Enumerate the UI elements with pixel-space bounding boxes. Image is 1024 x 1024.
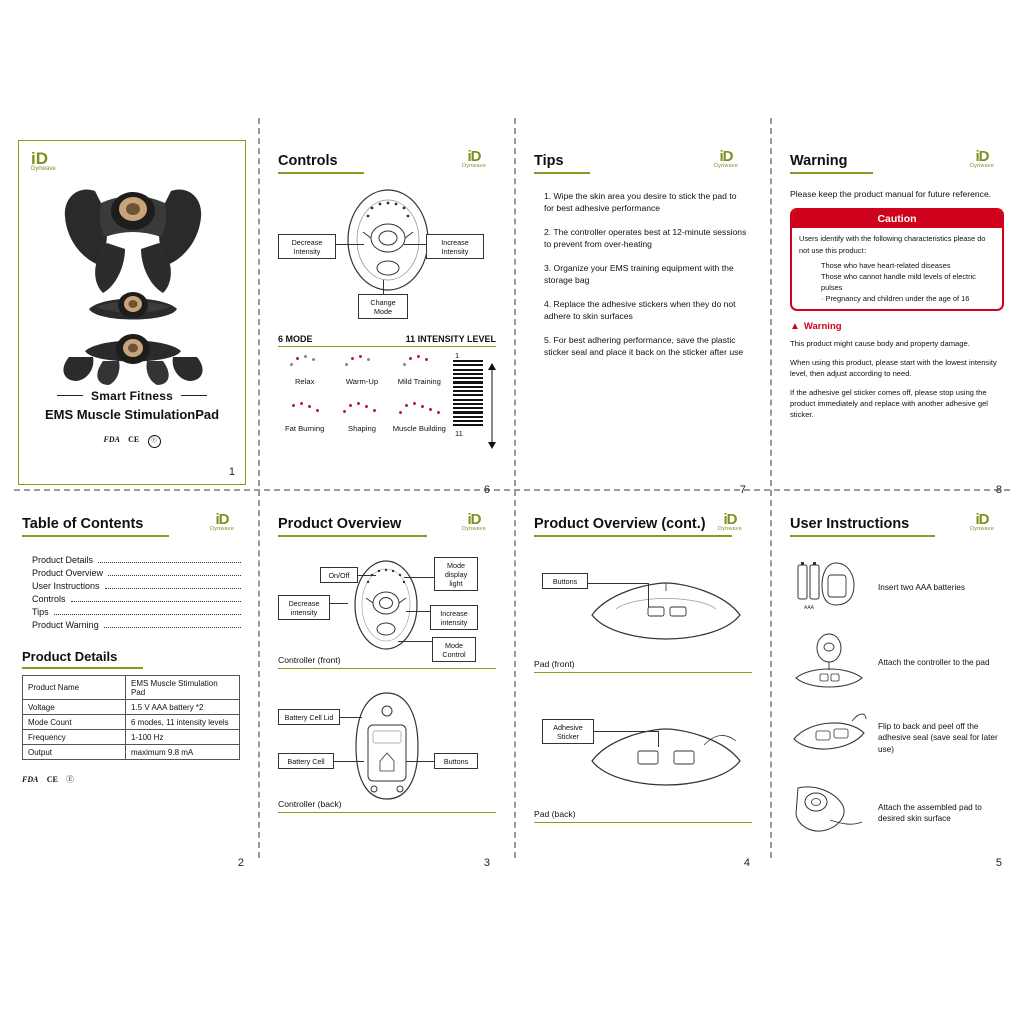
page-number: 5 [995,857,1002,869]
brand-logo [452,513,496,532]
caution-box [790,208,1004,311]
page-number: 7 [739,484,746,496]
page-controls [278,148,496,496]
svg-text:AAA: AAA [804,605,815,611]
tip-item: 2. The controller operates best at 12-minute sessions to prevent from over-heating [544,226,747,250]
toc-item-label: Controls [32,594,66,604]
cover-title [19,389,245,422]
mode-item [278,355,331,386]
fda-mark: FDA [22,775,39,784]
page-number: 4 [743,857,750,869]
warning-triangle-icon: ▲ [790,321,800,333]
ce-mark: CE [128,435,140,444]
page-cover [18,140,246,485]
mode-dots [393,402,446,424]
step-illustration-attach-to-skin [790,782,868,844]
instruction-step [790,632,1004,694]
caution-item: · Pregnancy and children under the age of 16 [821,294,970,303]
mode-item [335,402,388,433]
brand-name: Dynwave [461,526,487,532]
brand-mark: iD [719,148,733,165]
callout-increase-intensity: Increase Intensity [426,234,484,259]
leader-line [588,583,648,584]
brand-name: Dynwave [717,526,743,532]
caption-controller-back: Controller (back) [278,799,496,813]
brand-mark: iD [467,511,481,528]
mode-dots [335,355,388,377]
toc-item[interactable] [32,594,244,604]
warning-label: Warning [803,321,842,333]
callout-battery-cell-lid: Battery Cell Lid [278,709,340,725]
mode-item [335,355,388,386]
pad-front-illustration [586,581,746,643]
instruction-step [790,557,1004,619]
page-header [790,511,1004,541]
fda-mark: FDA [103,435,120,444]
page-number: 2 [237,857,244,869]
caution-item: Those who have heart-related diseases [821,260,951,270]
step-text: Flip to back and peel off the adhesive seal (save seal for later use) [878,721,998,754]
table-cell-value: 6 modes, 11 intensity levels [126,715,240,730]
brand-logo [31,151,56,172]
page-header [278,148,496,178]
page-tips [534,148,748,496]
step-text: Insert two AAA batteries [878,583,965,593]
step-text: Attach the controller to the pad [878,658,990,668]
mode-item [393,402,446,433]
page-title: Product Overview [278,516,427,537]
caution-item: Those who cannot handle mild levels of electric pulses [821,271,976,292]
step-illustration-attach-controller [790,632,868,694]
mode-item [278,402,331,433]
page-title: Table of Contents [22,516,169,537]
controller-back-diagram [278,691,496,819]
table-cell-key: Frequency [23,730,126,745]
caution-body [792,228,1002,309]
tip-item: 3. Organize your EMS training equipment with the storage bag [544,262,734,286]
brand-name: Dynwave [461,163,487,169]
warning-paragraph: If the adhesive gel sticker comes off, please stop using the product immediately and replace with another adhesive gel sticker. [790,388,988,420]
instruction-step [790,707,1004,769]
toc-certifications [22,774,244,785]
brand-logo [704,150,748,169]
table-cell-key: Mode Count [23,715,126,730]
leader-line [336,244,364,245]
table-row [23,715,240,730]
caution-intro: Users identify with the following characteristics please do not use this product： [799,234,986,255]
toc-dot-leader [104,627,241,628]
mode-dots [393,355,446,377]
step-illustration-batteries [790,557,868,619]
toc-dot-leader [105,588,241,589]
page-user-instructions [790,511,1004,869]
mode-item [393,355,446,386]
page-header [22,511,244,541]
callout-battery-cell: Battery Cell [278,753,334,769]
pad-back-illustration [586,727,746,789]
pad-back-diagram [534,705,752,831]
brand-mark: iD [467,148,481,165]
toc-dot-leader [98,562,241,563]
controller-diagram [278,182,496,332]
cut-line-vertical [514,118,516,858]
mode-dots [278,402,331,424]
callout-increase-intensity: Increase intensity [430,605,478,630]
intensity-arrow-icon [486,363,498,449]
callout-decrease-intensity: Decrease Intensity [278,234,336,259]
brand-logo [960,150,1004,169]
leader-line [330,603,348,604]
page-product-overview [278,511,496,869]
intensity-level-label: 11 INTENSITY LEVEL [405,334,496,344]
instruction-step [790,782,1004,844]
mode-list [278,355,446,433]
leader-line [658,731,659,747]
table-cell-value: EMS Muscle Stimulation Pad [126,676,240,700]
controller-back-illustration [352,691,422,803]
intensity-scale [453,351,497,438]
page-title: Tips [534,153,590,174]
cut-line-horizontal [14,489,1010,491]
tip-item: 5. For best adhering performance, save the plastic sticker seal and place it back on the sticker after use [544,334,744,358]
brand-name: Dynwave [713,163,739,169]
section-title-product-details: Product Details [22,649,143,669]
mode-dots [278,355,331,377]
toc-item-label: User Instructions [32,581,100,591]
tip-item: 4. Replace the adhesive stickers when they do not adhere to skin surfaces [544,298,736,322]
page-number: 6 [483,484,490,496]
toc-item[interactable] [32,607,244,617]
table-row [23,745,240,760]
leader-line [404,244,426,245]
warning-paragraph: This product might cause body and property damage. [790,339,970,349]
leader-line [398,641,432,642]
rohs-icon: Ⓔ [148,435,161,448]
callout-change-mode: Change Mode [358,294,408,319]
brand-name: Dynwave [969,163,995,169]
leader-line [406,761,434,762]
toc-dot-leader [108,575,241,576]
table-cell-key: Product Name [23,676,126,700]
warning-paragraph: When using this product, please start with the lowest intensity level, then adjust according to need. [790,358,997,379]
brand-mark: iD [31,149,48,168]
tips-list [534,190,748,359]
ce-mark: CE [46,775,58,784]
page-title: Product Overview (cont.) [534,516,732,537]
leader-line [334,761,364,762]
table-cell-key: Voltage [23,700,126,715]
cover-title-line2: EMS Muscle StimulationPad [44,407,220,422]
brand-mark: iD [723,511,737,528]
leader-line [404,577,434,578]
page-product-overview-cont [534,511,752,869]
brand-mark: iD [215,511,229,528]
rohs-icon: Ⓔ [66,775,75,784]
brand-name: Dynwave [209,526,235,532]
brand-logo [452,150,496,169]
brand-logo [708,513,752,532]
cut-line-vertical [770,118,772,858]
brand-mark: iD [975,148,989,165]
toc-item-label: Tips [32,607,49,617]
page-header [278,511,496,541]
mode-label: Mild Training [397,377,441,386]
toc-item[interactable] [32,555,244,565]
page-header [790,148,1004,178]
table-cell-key: Output [23,745,126,760]
page-number: 1 [228,466,235,478]
mode-label: Warm-Up [345,377,379,386]
page-title: User Instructions [790,516,935,537]
toc-list [22,555,244,630]
table-cell-value: maximum 9.8 mA [126,745,240,760]
table-cell-value: 1-100 Hz [126,730,240,745]
callout-buttons: Buttons [542,573,588,589]
intensity-level-top: 1 [455,351,460,360]
callout-buttons: Buttons [434,753,478,769]
leader-line [383,280,384,294]
leader-line [340,717,362,718]
caption-pad-back: Pad (back) [534,809,752,823]
cut-line-vertical [258,118,260,858]
tip-item: 1. Wipe the skin area you desire to stick the pad to for best adhesive performance [544,191,737,214]
page-warning [790,148,1004,496]
leader-line [406,611,430,612]
table-cell-value: 1.5 V AAA battery *2 [126,700,240,715]
table-row [23,676,240,700]
page-header [534,511,752,541]
step-illustration-peel-seal [790,707,868,769]
warning-intro: Please keep the product manual for future reference. [790,189,992,199]
page-title: Controls [278,153,364,174]
brand-name: Dynwave [969,526,995,532]
table-row [23,730,240,745]
page-number: 8 [995,484,1002,496]
toc-dot-leader [71,601,241,602]
caption-controller-front: Controller (front) [278,655,496,669]
leader-line [648,583,649,607]
cover-title-line1: Smart Fitness [19,389,245,403]
caption-pad-front: Pad (front) [534,659,752,673]
brand-logo [200,513,244,532]
leader-line [358,575,376,576]
cover-certifications [19,435,245,448]
table-row [23,700,240,715]
page-number: 3 [483,857,490,869]
mode-label: Muscle Building [392,424,446,433]
intensity-bars [453,360,483,426]
callout-on-off: On/Off [320,567,358,583]
toc-item-label: Product Warning [32,620,99,630]
mode-label: Fat Burning [285,424,325,433]
warning-label-row [790,321,1004,332]
pad-front-diagram [534,561,752,679]
toc-dot-leader [54,614,241,615]
intensity-level-bottom: 11 [455,428,463,438]
controller-front-diagram [278,553,496,671]
leader-line [594,731,658,732]
mode-section-header [278,334,496,347]
caution-title: Caution [792,210,1002,228]
toc-item[interactable] [32,620,244,630]
page-header [534,148,748,178]
toc-item-label: Product Details [32,555,94,565]
step-text: Attach the assembled pad to desired skin surface [878,802,982,823]
product-illustration [33,173,233,388]
page-title: Warning [790,153,873,174]
toc-item[interactable] [32,581,244,591]
toc-item-label: Product Overview [32,568,104,578]
callout-decrease-intensity: Decrease intensity [278,595,330,620]
mode-label: Shaping [348,424,376,433]
mode-label: Relax [294,377,315,386]
toc-item[interactable] [32,568,244,578]
brand-name: Dynwave [31,166,56,172]
callout-mode-control: Mode Control [432,637,476,662]
page-table-of-contents [22,511,244,869]
product-details-table [22,675,240,760]
mode-dots [335,402,388,424]
mode-count-label: 6 MODE [278,334,313,344]
brand-logo [960,513,1004,532]
callout-mode-display-light: Mode display light [434,557,478,591]
callout-adhesive-sticker: Adhesive Sticker [542,719,594,744]
brand-mark: iD [975,511,989,528]
